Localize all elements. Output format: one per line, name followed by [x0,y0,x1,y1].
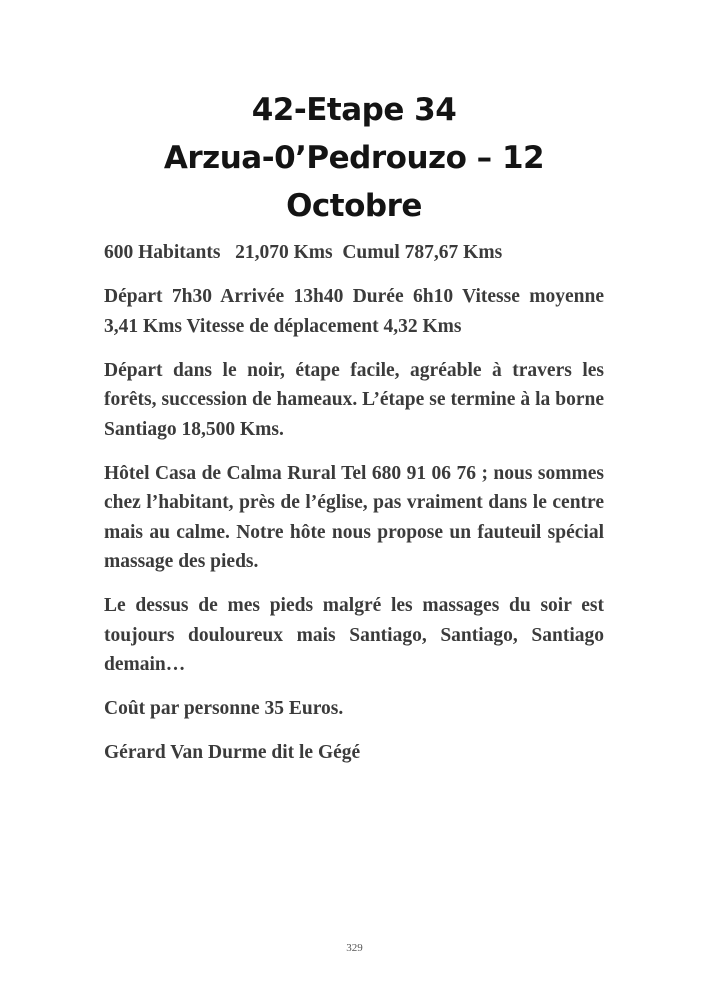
paragraph-hotel: Hôtel Casa de Calma Rural Tel 680 91 06 76 ; nous sommes chez l’habitant, près de l’église, pas vraiment dans le centre mais au calme. Notre hôte nous propose un fauteuil spécial massage des pieds. [104,462,604,572]
paragraph-feet: Le dessus de mes pieds malgré les massages du soir est toujours douloureux mais Santiago, Santiago, Santiago demain… [104,595,604,675]
title-line-1: 42-Etape 34 [251,92,457,128]
paragraph-stats: 600 Habitants 21,070 Kms Cumul 787,67 Kms [104,242,503,263]
page-number: 329 [346,942,363,954]
body-text [104,238,604,782]
title-line-3: Octobre [286,188,422,224]
paragraph-signature: Gérard Van Durme dit le Gégé [104,742,361,763]
title-line-2: Arzua-0’Pedrouzo – 12 [163,140,545,176]
page-title [104,86,604,230]
paragraph-cost: Coût par personne 35 Euros. [104,698,344,719]
paragraph-times: Départ 7h30 Arrivée 13h40 Durée 6h10 Vitesse moyenne 3,41 Kms Vitesse de déplacement 4,32 Kms [104,286,604,337]
paragraph-route: Départ dans le noir, étape facile, agréable à travers les forêts, succession de hameaux. L’étape se termine à la borne Santiago 18,500 Kms. [104,359,604,440]
